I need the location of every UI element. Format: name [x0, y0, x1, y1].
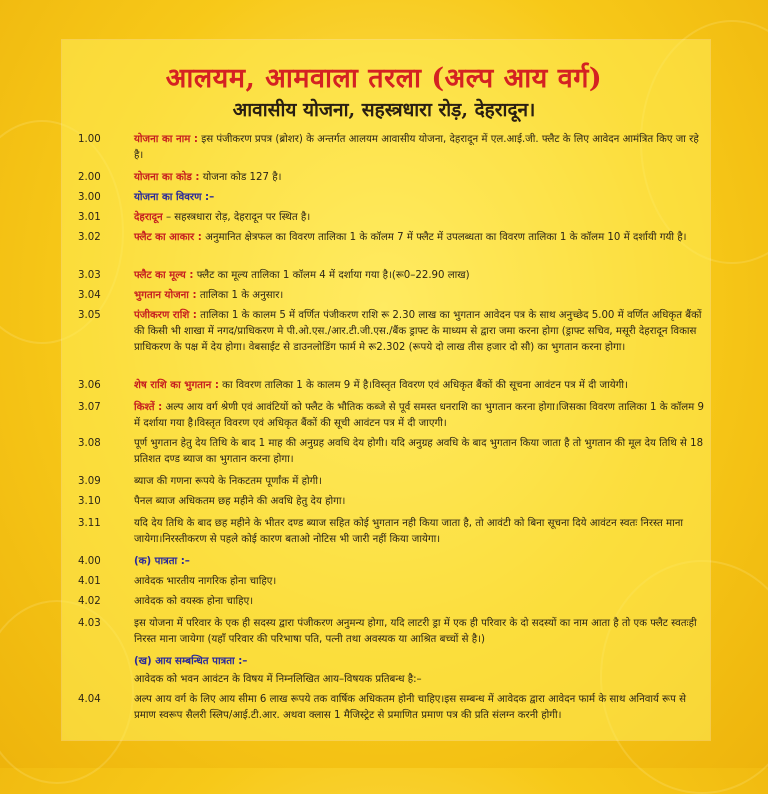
item-number: 3.10 [78, 496, 101, 507]
item-label: शेष राशि का भुगतान : [134, 380, 219, 391]
item-text: आवेदक को भवन आवंटन के विषय में निम्नलिखित आय–विषयक प्रतिबन्ध है:– [134, 674, 422, 685]
item-number: 3.01 [78, 212, 101, 223]
item-number: 4.02 [78, 596, 101, 607]
item-number: 3.11 [78, 518, 101, 529]
item-text: तालिका 1 के कालम 5 में वर्णित पंजीकरण राशि रू 2.30 लाख का भुगतान आवेदन पत्र के साथ अनुच्छेद 5.00 में वर्णित अधिकृत बैंकों की किसी भी शाखा में नगद/प्राधिकरण मे पी.ओ.एस./आर.टी.जी.एस./बैंक ड्राफ्ट के माध्यम से द्वारा जमा करना होगा (ड्राफ्ट सचिव, मसूरी देहरादून विकास प्राधिकरण के पक्ष में देय होगा। वेबसाईट से डाउनलोडिंग फार्म मे रू2.302 (रूपये दो लाख तीस हजार दो सौ) का भुगतान करना होगा। [134, 310, 702, 353]
item-text: फ्लैट का मूल्य तालिका 1 कॉलम 4 में दर्शाया गया है।(रू0–22.90 लाख) [196, 270, 470, 281]
item-text: योजना कोड 127 है। [202, 172, 282, 183]
page-title: आलयम, आमवाला तरला (अल्प आय वर्ग) [165, 63, 603, 94]
item-label: भुगतान योजना : [134, 290, 197, 301]
item-number: 3.09 [78, 476, 101, 487]
item-label: (क) पात्रता :– [134, 556, 190, 567]
item-label: किश्तें : [134, 402, 163, 413]
item-label: योजना का विवरण :– [134, 192, 215, 203]
item-text: – सहस्त्रधारा रोड़, देहरादून पर स्थित है। [165, 212, 311, 223]
item-label: फ्लैट का मूल्य : [134, 270, 194, 281]
item-number: 4.03 [78, 618, 101, 629]
item-text: अल्प आय वर्ग श्रेणी एवं आवंटियों को फ्लैट के भौतिक कब्जे से पूर्व समस्त धनराशि का भुगतान करना होगा।जिसका विवरण तालिका 1 के कॉलम 9 में दर्शाया गया है।विस्तृत विवरण एवं अधिकृत बैंकों की सूची आवंटन पत्र में दी जाएगी। [134, 402, 704, 429]
item-text: अल्प आय वर्ग के लिए आय सीमा 6 लाख रूपये तक वार्षिक अधिकतम होनी चाहिए।इस सम्बन्ध में आवेदक द्वारा आवेदन फार्म के साथ अनिवार्य रूप से प्रमाण स्वरूप सैलरी स्लिप/आई.टी.आर. अथवा क्लास 1 मैजिस्ट्रेट से प्रमाणित प्रमाण पत्र की प्रति संलग्न करनी होगी। [134, 694, 687, 721]
item-text: आवेदक को वयस्क होना चाहिए। [134, 596, 254, 607]
item-label: पंजीकरण राशि : [134, 310, 197, 321]
item-text: पूर्ण भुगतान हेतु देय तिथि के बाद 1 माह की अनुग्रह अवधि देय होगी। यदि अनुग्रह अवधि के बाद भुगतान किया जाता है तो भुगतान की मूल देय तिथि से 18 प्रतिशत दण्ड ब्याज का भुगतान करना होगा। [134, 438, 704, 465]
item-text: इस योजना में परिवार के एक ही सदस्य द्वारा पंजीकरण अनुमन्य होगा, यदि लाटरी ड्रा में एक ही परिवार के दो सदस्यों का नाम आता है तो एक फ्लैट स्वतःही निरस्त माना जायेगा (यहाँ परिवार की परिभाषा पति, पत्नी तथा अवस्यक या आश्रित बच्चों से है।) [134, 618, 697, 645]
item-text: का विवरण तालिका 1 के कालम 9 में है।विस्तृत विवरण एवं अधिकृत बैंकों की सूचना आवंटन पत्र में दी जायेगी। [222, 380, 628, 391]
item-text: ब्याज की गणना रूपये के निकटतम पूर्णांक में होगी। [134, 476, 322, 487]
item-number: 3.02 [78, 232, 101, 243]
item-number: 2.00 [78, 172, 101, 183]
item-number: 4.00 [78, 556, 101, 567]
item-label: फ्लैट का आकार : [134, 232, 202, 243]
item-label: (ख) आय सम्बन्धित पात्रता :– [134, 656, 248, 667]
item-text: अनुमानित क्षेत्रफल का विवरण तालिका 1 के कॉलम 7 में फ्लैट में उपलब्धता का विवरण तालिका 1 के कॉलम 10 में दर्शायी गयी है। [205, 232, 687, 243]
item-text: पैनल ब्याज अधिकतम छह महीने की अवधि हेतु देय होगा। [134, 496, 346, 507]
item-number: 3.07 [78, 402, 101, 413]
item-number: 3.06 [78, 380, 101, 391]
item-number: 3.08 [78, 438, 101, 449]
item-label: योजना का नाम : [134, 134, 198, 145]
item-text: इस पंजीकरण प्रपत्र (ब्रोशर) के अन्तर्गत आलयम आवासीय योजना, देहरादून में एल.आई.जी. फ्लैट के लिए आवेदन आमंत्रित किए जा रहे है। [134, 134, 699, 161]
item-number: 3.03 [78, 270, 101, 281]
item-number: 4.01 [78, 576, 101, 587]
item-number: 1.00 [78, 134, 101, 145]
item-number: 3.05 [78, 310, 101, 321]
page-subtitle: आवासीय योजना, सहस्त्रधारा रोड़, देहरादून। [232, 99, 536, 121]
item-number: 4.04 [78, 694, 101, 705]
item-label: योजना का कोड : [134, 172, 200, 183]
item-text: तालिका 1 के अनुसार। [199, 290, 284, 301]
item-text: यदि देय तिथि के बाद छह महीने के भीतर दण्ड ब्याज सहित कोई भुगतान नही किया जाता है, तो आवंटी को बिना सूचना दिये आवंटन स्वतः निरस्त माना जायेगा।निरस्तीकरण से पहले कोई कारण बताओ नोटिस भी जारी नहीं किया जायेगा। [134, 518, 684, 545]
item-number: 3.04 [78, 290, 101, 301]
item-text: आवेदक भारतीय नागरिक होना चाहिए। [134, 576, 277, 587]
item-number: 3.00 [78, 192, 101, 203]
item-label: देहरादून [134, 212, 163, 223]
